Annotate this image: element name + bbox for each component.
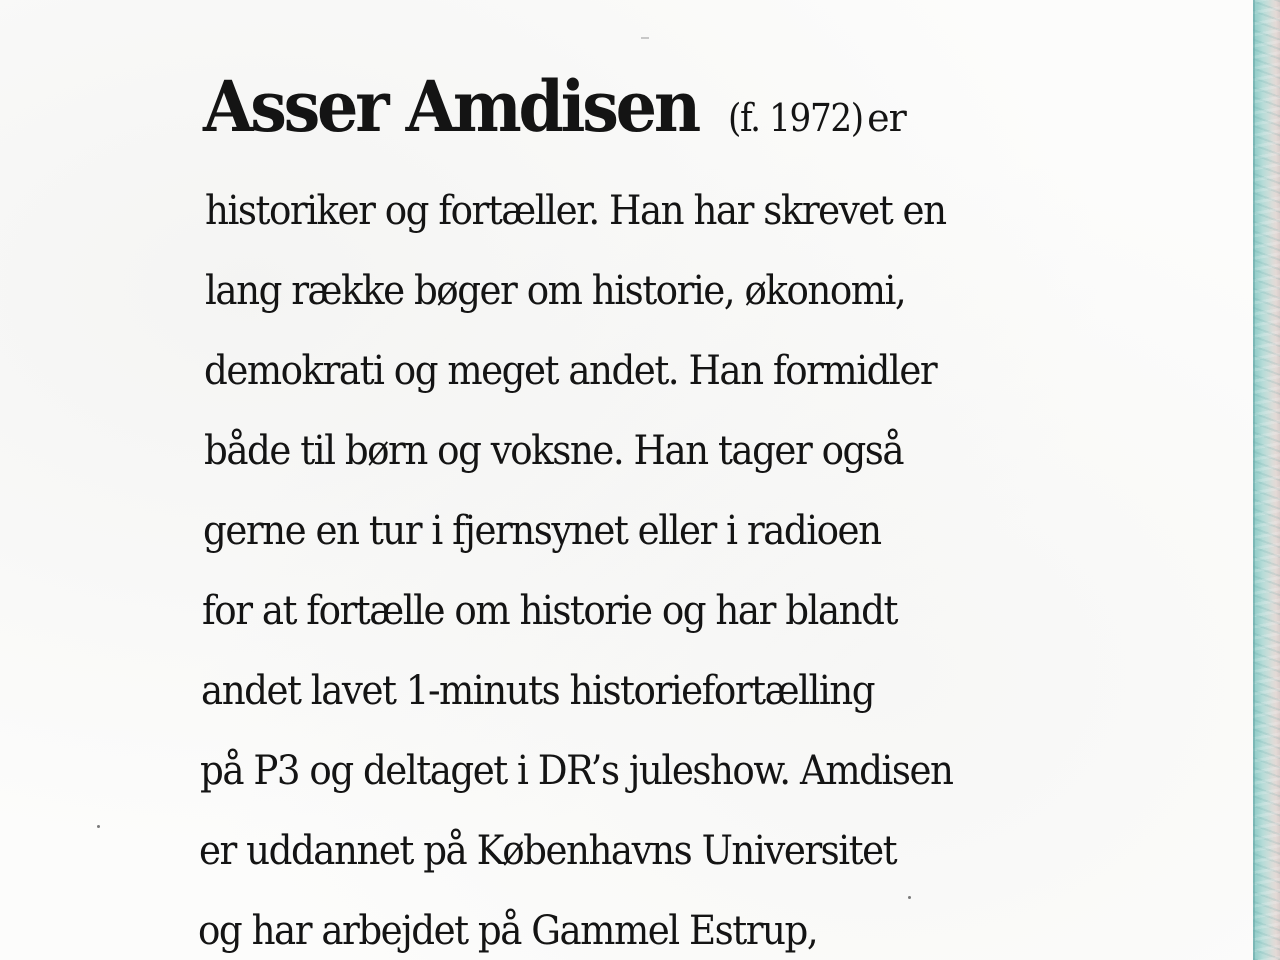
marbled-page-edge — [1253, 0, 1280, 960]
headline-connector: er — [867, 96, 906, 140]
scan-speck — [97, 825, 100, 828]
bio-line: historiker og fortæller. Han har skrevet en — [205, 188, 946, 234]
bio-line: for at fortælle om historie og har blandt — [202, 588, 897, 634]
scan-speck — [908, 896, 911, 899]
bio-line: demokrati og meget andet. Han formidler — [204, 348, 937, 394]
author-headline — [203, 65, 906, 148]
bio-line: på P3 og deltaget i DR’s juleshow. Amdisen — [200, 748, 953, 794]
bio-line: lang række bøger om historie, økonomi, — [205, 268, 906, 314]
bio-line: er uddannet på Københavns Universitet — [199, 828, 897, 874]
bio-line: andet lavet 1-minuts historiefortælling — [201, 668, 875, 714]
scan-mark — [641, 37, 649, 39]
birth-year: (f. 1972) — [728, 96, 864, 140]
author-name: Asser Amdisen — [203, 65, 698, 148]
bio-line: gerne en tur i fjernsynet eller i radioen — [203, 508, 881, 554]
bio-line: både til børn og voksne. Han tager også — [204, 428, 904, 474]
bio-line: og har arbejdet på Gammel Estrup, — [198, 908, 818, 954]
